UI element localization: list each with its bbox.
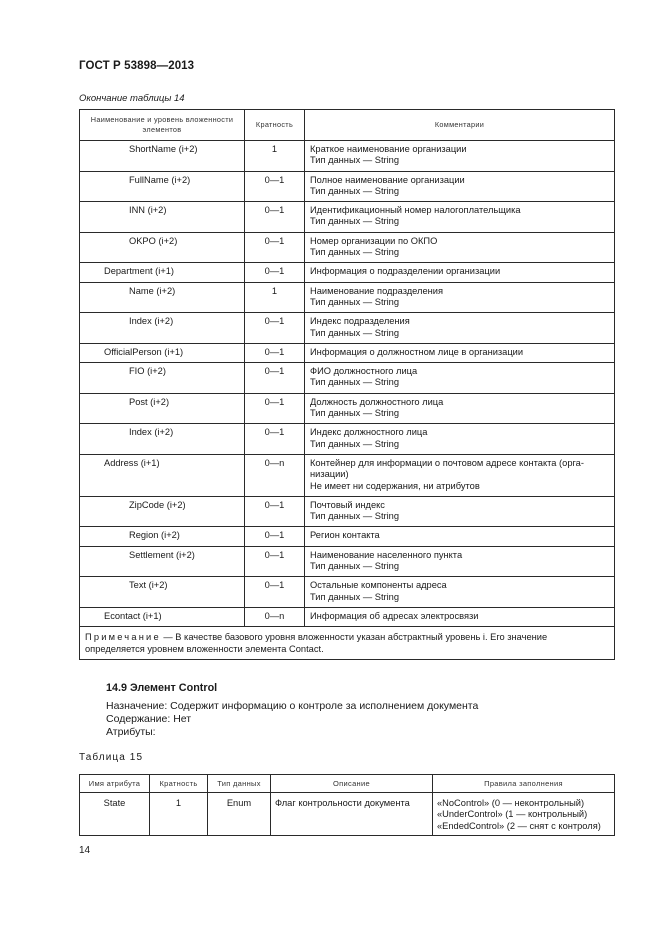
rule-line: «NoControl» (0 — неконтрольный) (437, 798, 585, 808)
comment-line: Тип данных — String (310, 296, 400, 307)
table-row (80, 171, 615, 202)
element-comment (305, 393, 615, 424)
section-purpose: Назначение: Содержит информацию о контроле за исполнением документа (106, 700, 479, 712)
element-name: OKPO (i+2) (80, 232, 245, 263)
comment-line: Регион контакта (310, 530, 380, 541)
element-multiplicity: 0—1 (245, 232, 305, 263)
comment-line: Тип данных — String (310, 327, 400, 338)
table-15-caption: Таблица 15 (79, 752, 144, 763)
element-multiplicity: 1 (245, 282, 305, 313)
comment-line: Полное наименование организации (310, 174, 465, 185)
element-name: Post (i+2) (80, 393, 245, 424)
comment-line: Наименование населенного пункта (310, 549, 463, 560)
comment-line: Информация об адресах электросвязи (310, 610, 479, 621)
comment-line: Индекс должностного лица (310, 427, 428, 438)
note-text: — В качестве базового уровня вложенности указан абстрактный уровень i. Его значение определяется уровнем вложенности элемента Contact. (85, 632, 548, 655)
comment-line: Почтовый индекс (310, 499, 385, 510)
comment-line: Контейнер для информации о почтовом адресе контакта (орга- (310, 457, 584, 468)
element-comment (305, 171, 615, 202)
comment-line: Остальные компоненты адреса (310, 580, 447, 591)
element-comment (305, 313, 615, 344)
comment-line: Тип данных — String (310, 377, 400, 388)
table-row (80, 546, 615, 577)
comment-line: Тип данных — String (310, 216, 400, 227)
comment-line: Номер организации по ОКПО (310, 235, 438, 246)
rule-line: «UnderControl» (1 — контрольный) (437, 809, 588, 820)
document-id: ГОСТ Р 53898—2013 (79, 60, 195, 72)
attribute-description: Флаг контрольности документа (271, 793, 433, 836)
element-comment (305, 263, 615, 282)
element-multiplicity: 0—1 (245, 343, 305, 362)
header-multiplicity: Кратность (150, 775, 208, 793)
table-14-note (80, 627, 615, 660)
table-row (80, 263, 615, 282)
comment-line: Тип данных — String (310, 408, 400, 419)
comment-line: Информация о подразделении организации (310, 266, 501, 277)
table-row (80, 793, 615, 836)
comment-line: ФИО должностного лица (310, 366, 418, 377)
header-element-name: Наименование и уровень вложенности элементов (80, 110, 245, 141)
element-multiplicity: 0—1 (245, 527, 305, 546)
element-comment (305, 527, 615, 546)
element-comment (305, 141, 615, 172)
comment-line: низации) (310, 469, 349, 480)
attribute-type: Enum (208, 793, 271, 836)
header-comments: Комментарии (305, 110, 615, 141)
element-name: ShortName (i+2) (80, 141, 245, 172)
element-comment (305, 424, 615, 455)
element-name: Settlement (i+2) (80, 546, 245, 577)
element-name: Name (i+2) (80, 282, 245, 313)
table-15-header-row (80, 775, 615, 793)
rule-line: «EndedControl» (2 — снят с контроля) (437, 820, 601, 831)
table-row (80, 363, 615, 394)
element-multiplicity: 0—1 (245, 202, 305, 233)
page-number: 14 (79, 845, 91, 856)
table-14-continuation-caption: Окончание таблицы 14 (79, 93, 185, 104)
comment-line: Тип данных — String (310, 185, 400, 196)
comment-line: Не имеет ни содержания, ни атрибутов (310, 480, 480, 491)
section-content: Содержание: Нет (106, 713, 192, 725)
element-name: OfficialPerson (i+1) (80, 343, 245, 362)
section-title: 14.9 Элемент Control (106, 682, 218, 694)
comment-line: Идентификационный номер налогоплательщика (310, 205, 521, 216)
element-comment (305, 496, 615, 527)
header-description: Описание (271, 775, 433, 793)
element-comment (305, 202, 615, 233)
element-multiplicity: 0—n (245, 454, 305, 496)
element-name: Index (i+2) (80, 313, 245, 344)
element-name: Region (i+2) (80, 527, 245, 546)
element-multiplicity: 0—1 (245, 424, 305, 455)
element-comment (305, 232, 615, 263)
table-row (80, 343, 615, 362)
table-14-note-row (80, 627, 615, 660)
attribute-name: State (80, 793, 150, 836)
section-attributes: Атрибуты: (106, 726, 156, 738)
element-name: Address (i+1) (80, 454, 245, 496)
element-comment (305, 363, 615, 394)
element-multiplicity: 0—1 (245, 546, 305, 577)
element-name: FullName (i+2) (80, 171, 245, 202)
comment-line: Тип данных — String (310, 247, 400, 258)
element-multiplicity: 0—1 (245, 393, 305, 424)
element-multiplicity: 0—n (245, 607, 305, 626)
header-fill-rules: Правила заполнения (433, 775, 615, 793)
table-row (80, 607, 615, 626)
header-attribute-name: Имя атрибута (80, 775, 150, 793)
header-multiplicity: Кратность (245, 110, 305, 141)
element-multiplicity: 0—1 (245, 263, 305, 282)
table-row (80, 496, 615, 527)
element-comment (305, 282, 615, 313)
table-row (80, 393, 615, 424)
table-14 (79, 109, 615, 660)
element-comment (305, 454, 615, 496)
comment-line: Наименование подразделения (310, 285, 443, 296)
table-15 (79, 774, 615, 836)
comment-line: Индекс подразделения (310, 316, 410, 327)
table-14-body (80, 141, 615, 627)
table-row (80, 577, 615, 608)
element-name: Department (i+1) (80, 263, 245, 282)
element-name: INN (i+2) (80, 202, 245, 233)
table-row (80, 141, 615, 172)
table-row (80, 424, 615, 455)
element-multiplicity: 0—1 (245, 171, 305, 202)
table-14-header-row (80, 110, 615, 141)
comment-line: Тип данных — String (310, 511, 400, 522)
element-comment (305, 546, 615, 577)
element-multiplicity: 0—1 (245, 496, 305, 527)
table-row (80, 527, 615, 546)
table-row (80, 282, 615, 313)
element-comment (305, 607, 615, 626)
comment-line: Краткое наименование организации (310, 144, 467, 154)
comment-line: Тип данных — String (310, 155, 400, 166)
comment-line: Тип данных — String (310, 591, 400, 602)
element-multiplicity: 0—1 (245, 577, 305, 608)
comment-line: Тип данных — String (310, 438, 400, 449)
element-name: Index (i+2) (80, 424, 245, 455)
element-comment (305, 343, 615, 362)
element-multiplicity: 0—1 (245, 363, 305, 394)
comment-line: Тип данных — String (310, 561, 400, 572)
element-multiplicity: 0—1 (245, 313, 305, 344)
note-label: Примечание (85, 632, 161, 643)
table-row (80, 454, 615, 496)
element-comment (305, 577, 615, 608)
element-multiplicity: 1 (245, 141, 305, 172)
comment-line: Должность должностного лица (310, 396, 444, 407)
header-data-type: Тип данных (208, 775, 271, 793)
element-name: Econtact (i+1) (80, 607, 245, 626)
element-name: Text (i+2) (80, 577, 245, 608)
attribute-multiplicity: 1 (150, 793, 208, 836)
element-name: ZipCode (i+2) (80, 496, 245, 527)
comment-line: Информация о должностном лице в организации (310, 346, 524, 357)
element-name: FIO (i+2) (80, 363, 245, 394)
table-row (80, 232, 615, 263)
table-row (80, 202, 615, 233)
table-row (80, 313, 615, 344)
attribute-rules (433, 793, 615, 836)
